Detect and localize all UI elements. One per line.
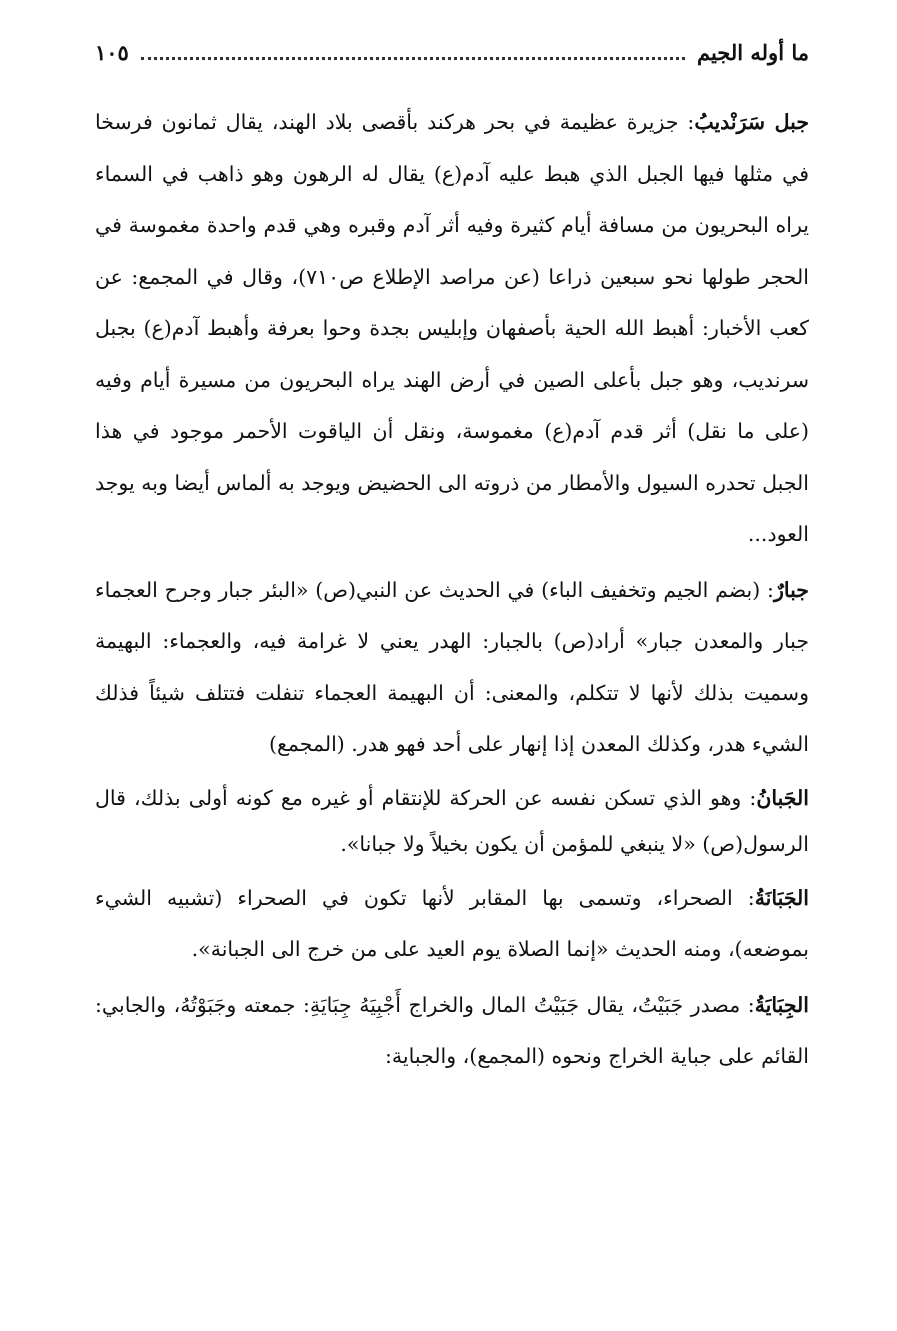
entry-headword: جبارٌ bbox=[773, 577, 809, 602]
entry-jabal-sarandib bbox=[95, 97, 809, 561]
entry-text: مصدر جَبَيْتُ، يقال جَبَيْتُ المال والخراج أَجْبِيَهُ جِبَايَةِ: جمعته وجَبَوْتُهُ، والجابي: القائم على جباية الخراج ونحوه (المجمع)، والجباية: bbox=[95, 992, 809, 1068]
entry-separator: : bbox=[732, 885, 755, 910]
entry-headword: الجَبانُ bbox=[756, 785, 809, 810]
entry-text: وهو الذي تسكن نفسه عن الحركة للإنتقام أو غيره مع كونه أولى بذلك، قال الرسول(ص) «لا ينبغي للمؤمن أن يكون بخيلاً ولا جبانا». bbox=[95, 785, 809, 856]
page-body bbox=[95, 97, 809, 1087]
entry-al-jabbana bbox=[95, 873, 809, 976]
entry-al-jaban bbox=[95, 775, 809, 867]
page-header bbox=[95, 34, 809, 70]
entry-separator: : bbox=[760, 577, 774, 602]
entry-text: جزيرة عظيمة في بحر هركند بأقصى بلاد الهند، يقال ثمانون فرسخا في مثلها فيها الجبل الذي هبط عليه آدم(ع) يقال له الرهون وهو ذاهب في السماء يراه البحريون من مسافة أيام كثيرة وفيه أثر آدم وقبره وهي قدم واحدة مغموسة في الحجر طولها نحو سبعين ذراعا (عن مراصد الإطلاع ص٧١٠)، وقال في المجمع: عن كعب الأخبار: أهبط الله الحية بأصفهان وإبليس بجدة وحوا بعرفة وأهبط آدم(ع) بجبل سرنديب، وهو جبل بأعلى الصين في أرض الهند يراه البحريون من مسيرة أيام وفيه (على ما نقل) أثر قدم آدم(ع) مغموسة، ونقل أن الياقوت الأحمر موجود في هذا الجبل تحدره السيول والأمطار من ذروته الى الحضيض ويوجد به ألماس أيضا وبه يوجد العود... bbox=[95, 110, 809, 546]
entry-jubar bbox=[95, 565, 809, 771]
entry-separator: : bbox=[741, 785, 757, 810]
entry-headword: جبل سَرَنْديبُ bbox=[694, 110, 809, 134]
entry-headword: الجَبَانَةُ bbox=[754, 885, 809, 910]
entry-separator: : bbox=[678, 110, 695, 134]
entry-separator: : bbox=[740, 992, 755, 1017]
entry-headword: الجِبَايَةُ bbox=[754, 992, 809, 1017]
entry-text: (بضم الجيم وتخفيف الباء) في الحديث عن النبي(ص) «البئر جبار وجرح العجماء جبار والمعدن جبار» أراد(ص) بالجبار: الهدر يعني لا غرامة فيه، والعجماء: البهيمة وسميت بذلك لأنها لا تتكلم، والمعنى: أن البهيمة العجماء تنفلت فتتلف شيئاً فذلك الشيء هدر، وكذلك المعدن إذا إنهار على أحد فهو هدر. (المجمع) bbox=[95, 577, 809, 756]
entry-al-jibaya bbox=[95, 980, 809, 1083]
running-title: ما أوله الجيم bbox=[696, 39, 809, 65]
dot-leader bbox=[141, 57, 685, 60]
page-number: ١٠٥ bbox=[95, 39, 129, 65]
entry-text: الصحراء، وتسمى بها المقابر لأنها تكون في الصحراء (تشبيه الشيء بموضعه)، ومنه الحديث «إنما الصلاة يوم العيد على من خرج الى الجبانة». bbox=[95, 885, 809, 961]
